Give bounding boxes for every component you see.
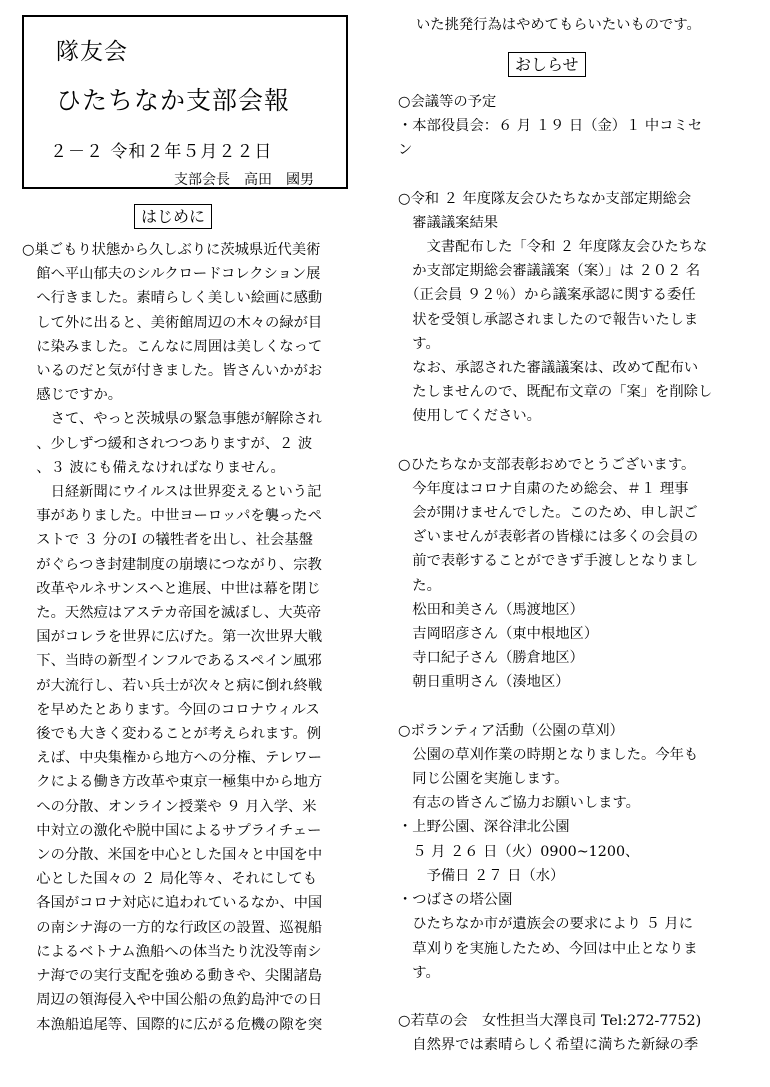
intro-line: 中対立の激化や脱中国によるサプライチェー bbox=[22, 822, 322, 839]
intro-line: を早めたとあります。今回のコロナウィルス bbox=[22, 701, 320, 718]
intro-line: への分散、オンライン授業や ９ 月入学、米 bbox=[22, 798, 317, 815]
intro-line: た。天然痘はアステカ帝国を滅ぼし、大英帝 bbox=[22, 605, 322, 622]
section-gap bbox=[398, 163, 756, 187]
intro-line: 下、当時の新型インフルであるスペイン風邪 bbox=[22, 653, 322, 670]
intro-line: ストで ３ 分のI の犠牲者を出し、社会基盤 bbox=[22, 532, 313, 549]
notice-line: 今年度はコロナ自粛のため総会、＃１ 理事 bbox=[398, 480, 689, 497]
intro-line: 感じですか。 bbox=[22, 387, 123, 404]
notice-line: す。 bbox=[398, 335, 440, 352]
intro-line: して外に出ると、美術館周辺の木々の緑が目 bbox=[22, 314, 323, 331]
notice-line: ○ボランティア活動（公園の草刈） bbox=[398, 722, 624, 739]
intro-line: えば、中央集権から地方への分権、テレワー bbox=[22, 750, 322, 767]
notice-line: 予備日 ２７ 日（水） bbox=[398, 867, 565, 884]
intro-line: に染みました。こんなに周囲は美しくなって bbox=[22, 338, 323, 355]
notice-line: ・つばさの塔公園 bbox=[398, 892, 513, 909]
notice-line: ン bbox=[398, 142, 413, 159]
intro-line: によるベトナム漁船への体当たり沈没等南シ bbox=[22, 943, 322, 960]
notice-line: 文書配布した「令和 ２ 年度隊友会ひたちな bbox=[398, 239, 708, 256]
intro-column bbox=[22, 238, 374, 1037]
notice-line: 草刈りを実施したため、今回は中止となりま bbox=[398, 940, 698, 957]
notice-line: ○若草の会 女性担当大澤良司 Tel:272-7752) bbox=[398, 1012, 702, 1029]
notice-line: （正会員 ９２％）から議案承認に関する委任 bbox=[398, 287, 696, 304]
intro-line: 周辺の領海侵入や中国公船の魚釣島沖での日 bbox=[22, 992, 323, 1009]
notice-line: 自然界では素晴らしく希望に満ちた新緑の季 bbox=[398, 1037, 699, 1054]
notice-line: ○会議等の予定 bbox=[398, 94, 497, 110]
newsletter-title: ひたちなか支部会報 bbox=[56, 86, 291, 115]
notice-line: 松田和美さん（馬渡地区） bbox=[398, 601, 584, 618]
intro-line: がぐらつき封建制度の崩壊につながり、宗教 bbox=[22, 556, 322, 573]
intro-line: さて、やっと茨城県の緊急事態が解除され bbox=[22, 411, 322, 428]
notice-line: か支部定期総会審議議案（案）」は ２０２ 名 bbox=[398, 263, 701, 280]
intro-line: が大流行し、若い兵士が次々と病に倒れ終戦 bbox=[22, 677, 323, 694]
notice-line: 寺口紀子さん（勝倉地区） bbox=[398, 650, 584, 667]
notices-heading: おしらせ bbox=[508, 52, 586, 77]
notice-line: ざいませんが表彰者の皆様には多くの会員の bbox=[398, 529, 699, 546]
issue-date: ２－２ 令和２年５月２２日 bbox=[50, 142, 273, 162]
intro-line: 心とした国々の ２ 局化等々、それにしても bbox=[22, 871, 318, 888]
notice-line: ・本部役員会：６ 月 １９ 日（金）１ 中コミセ bbox=[398, 118, 703, 135]
section-gap bbox=[398, 985, 756, 1009]
notice-line: ○令和 ２ 年度隊友会ひたちなか支部定期総会 bbox=[398, 190, 692, 207]
notice-line: 状を受領し承認されましたので報告いたしま bbox=[398, 311, 699, 328]
notice-line: なお、承認された審議議案は、改めて配布い bbox=[398, 360, 699, 377]
intro-line: 後でも大きく変わることが考えられます。例 bbox=[22, 726, 322, 743]
continuation-text: いた挑発行為はやめてもらいたいものです。 bbox=[416, 17, 701, 33]
masthead-box bbox=[22, 15, 348, 189]
notice-line: 審議議案結果 bbox=[398, 214, 499, 231]
intro-line: いるのだと気が付きました。皆さんいかがお bbox=[22, 363, 323, 380]
notice-line: ５ 月 ２６ 日（火）0900~1200、 bbox=[398, 843, 640, 860]
intro-line: クによる働き方改革や東京一極集中から地方 bbox=[22, 774, 323, 791]
intro-heading: はじめに bbox=[134, 204, 212, 229]
intro-line: 館へ平山郁夫のシルクロードコレクション展 bbox=[22, 266, 321, 283]
notice-line: 有志の皆さんご協力お願いします。 bbox=[398, 795, 640, 812]
org-name: 隊友会 bbox=[56, 39, 128, 65]
notice-line: 朝日重明さん（湊地区） bbox=[398, 674, 570, 691]
notice-line: 会が開けませんでした。このため、申し訳ご bbox=[398, 505, 698, 522]
notice-line: 同じ公園を実施します。 bbox=[398, 771, 569, 788]
intro-line: ○巣ごもり状態から久しぶりに茨城県近代美術 bbox=[22, 242, 321, 258]
notice-line: 吉岡昭彦さん（東中根地区） bbox=[398, 626, 599, 643]
intro-line: ナ海での実行支配を強める動きや、尖閣諸島 bbox=[22, 968, 322, 985]
intro-line: 事がありました。中世ヨーロッパを襲ったペ bbox=[22, 508, 322, 525]
intro-line: 日経新聞にウイルスは世界変えるという記 bbox=[22, 484, 322, 501]
section-gap bbox=[398, 695, 756, 719]
intro-line: 、少しずつ緩和されつつありますが、２ 波 bbox=[22, 435, 313, 452]
notice-line: ○ひたちなか支部表彰おめでとうございます。 bbox=[398, 456, 696, 473]
intro-line: の南シナ海の一方的な行政区の設置、巡視船 bbox=[22, 919, 323, 936]
intro-line: へ行きました。素晴らしく美しい絵画に感動 bbox=[22, 290, 323, 307]
section-gap bbox=[398, 429, 756, 453]
intro-line: ンの分散、米国を中心とした国々と中国を中 bbox=[22, 847, 323, 864]
notice-line: す。 bbox=[398, 964, 440, 981]
intro-line: 、３ 波にも備えなければなりません。 bbox=[22, 459, 285, 476]
notice-line: た。 bbox=[398, 577, 441, 594]
author-line: 支部会長 高田 國男 bbox=[174, 172, 314, 188]
intro-line: 国がコレラを世界に広げた。第一次世界大戦 bbox=[22, 629, 323, 646]
notice-line: 前で表彰することができず手渡しとなりまし bbox=[398, 553, 699, 570]
intro-line: 各国がコロナ対応に追われているなか、中国 bbox=[22, 895, 323, 912]
notice-line: ひたちなか市が遺族会の要求により ５ 月に bbox=[398, 916, 694, 933]
notices-column bbox=[398, 90, 756, 1057]
intro-line: 改革やルネサンスへと進展、中世は幕を閉じ bbox=[22, 580, 321, 597]
notice-line: 公園の草刈作業の時期となりました。今年も bbox=[398, 746, 699, 763]
notice-line: たしませんので、既配布文章の「案」を削除し bbox=[398, 384, 713, 401]
notice-line: ・上野公園、深谷津北公園 bbox=[398, 819, 570, 836]
notice-line: 使用してください。 bbox=[398, 408, 541, 425]
intro-line: 本漁船追尾等、国際的に広がる危機の隙を突 bbox=[22, 1016, 323, 1033]
